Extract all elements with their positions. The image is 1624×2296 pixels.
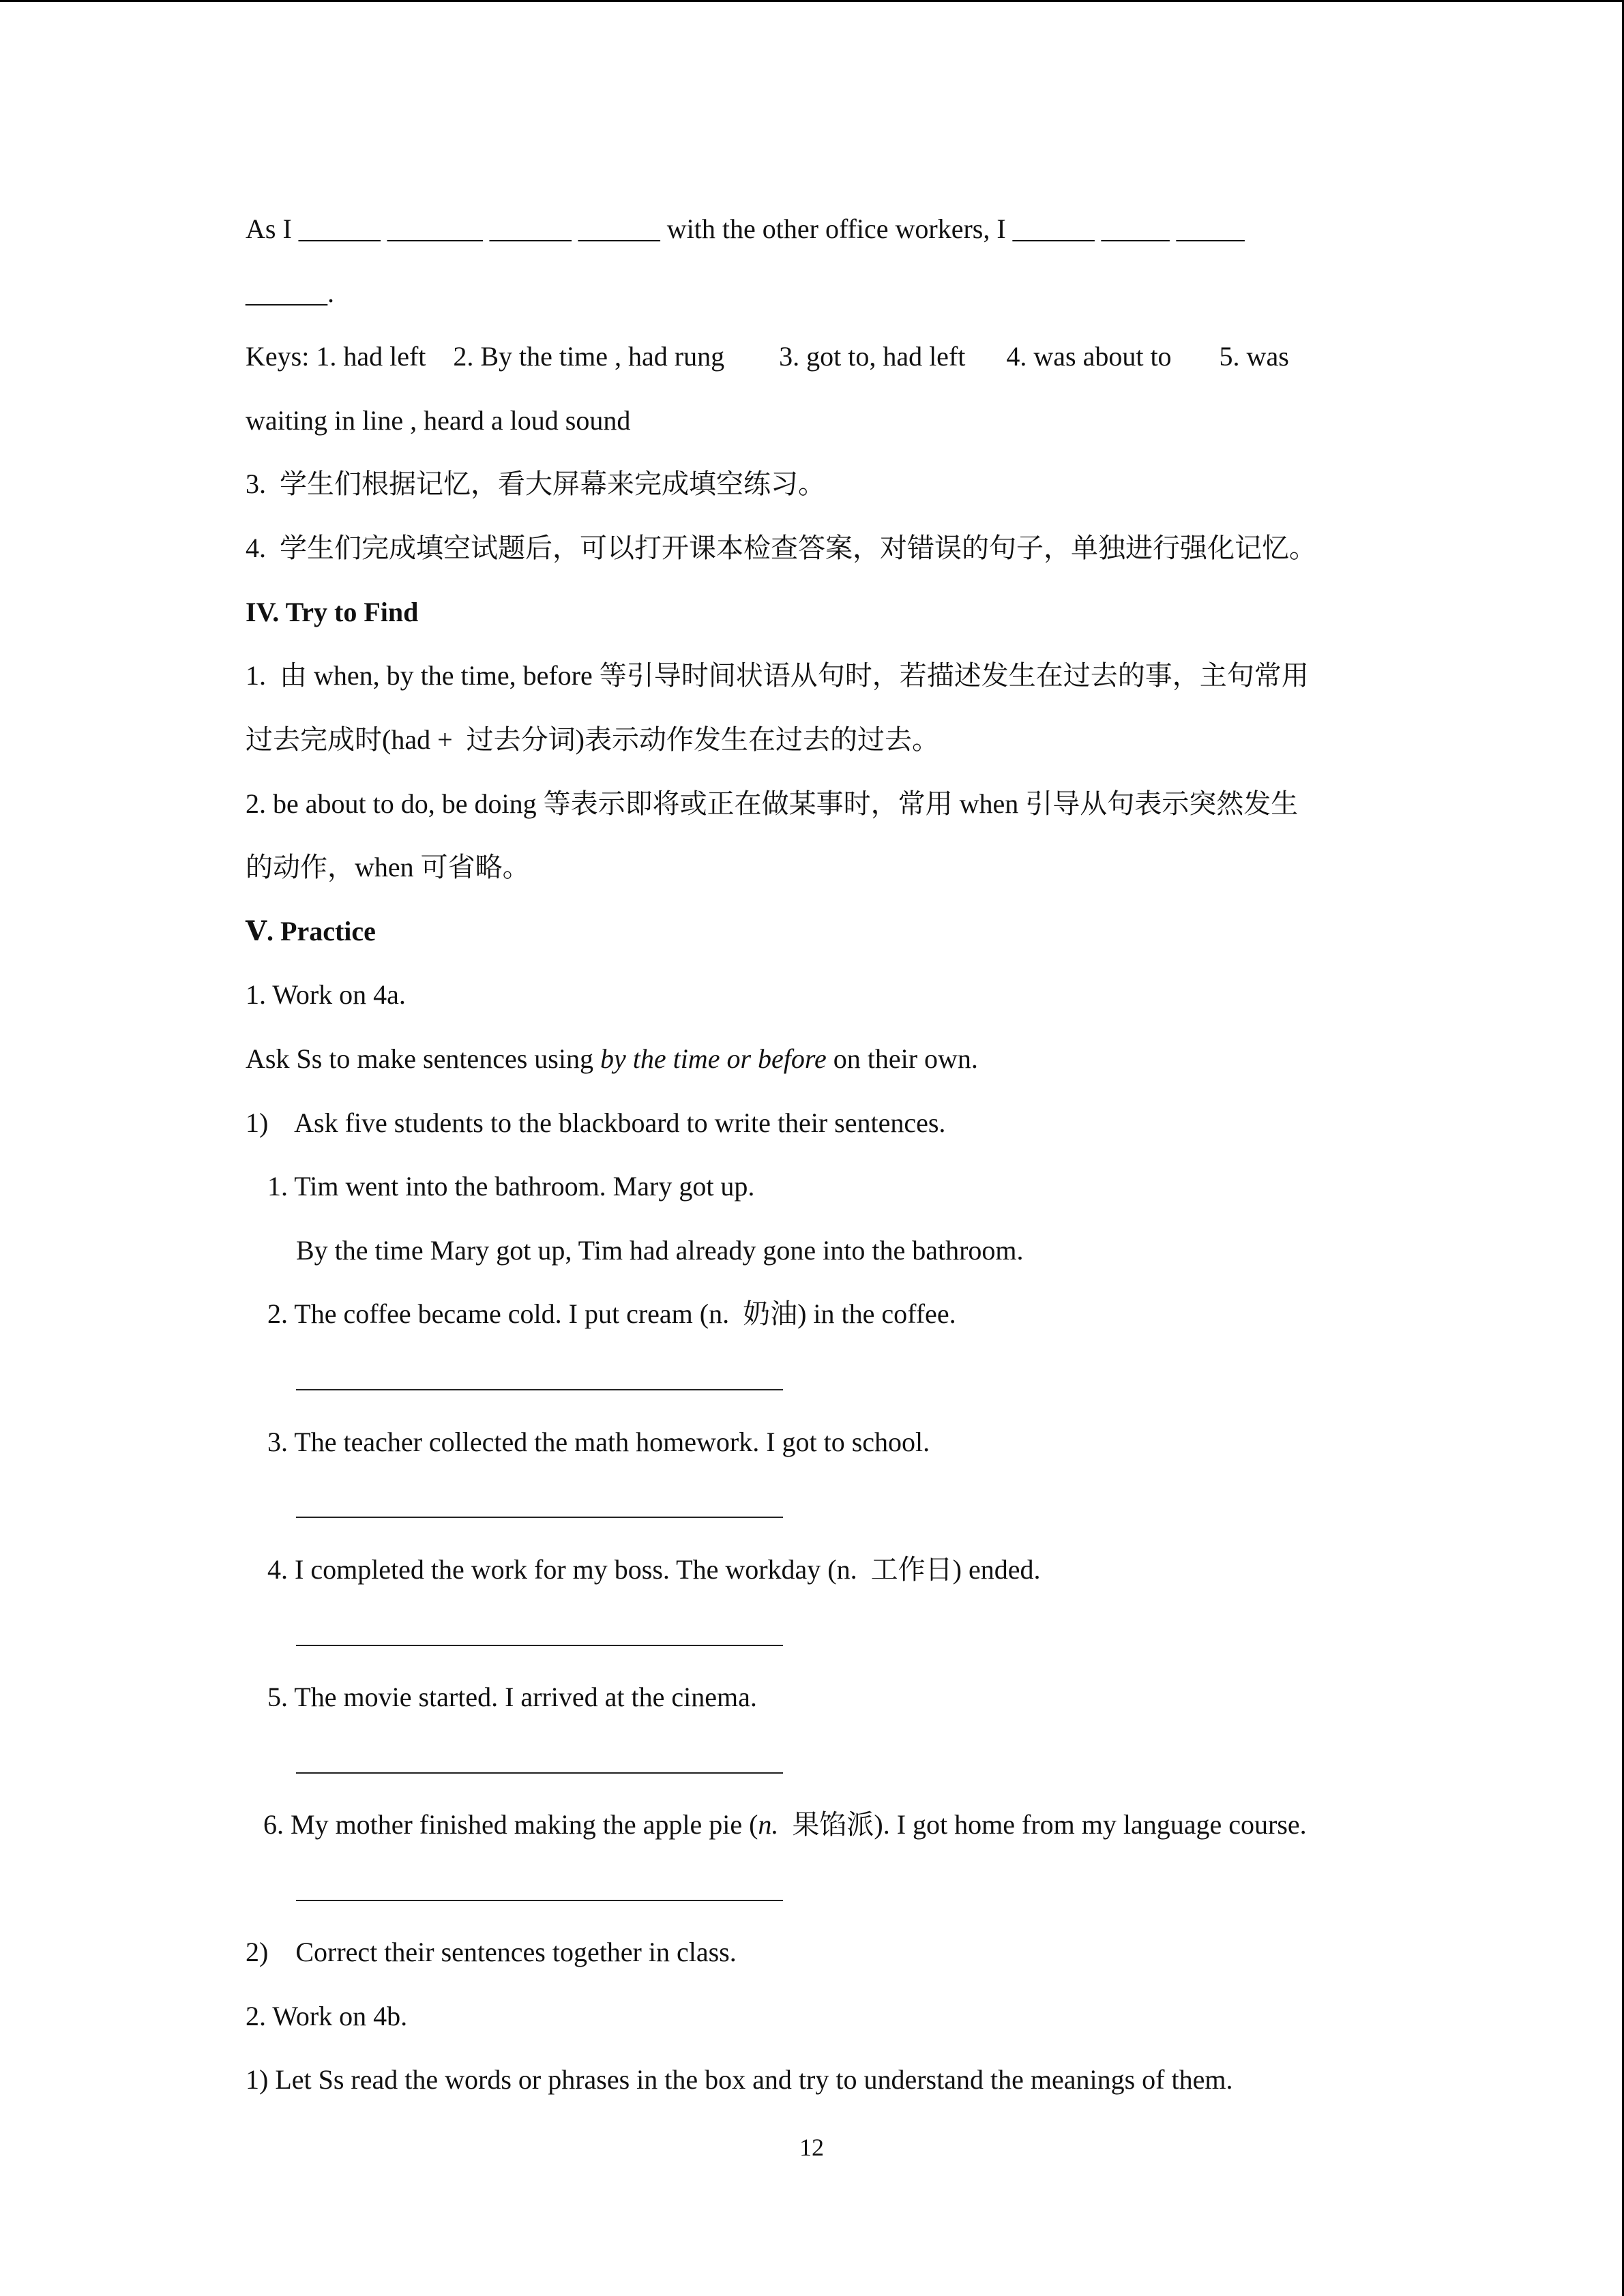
exercise-6-text-end: 果馅派). I got home from my language course.: [778, 1809, 1307, 1840]
page-number: 12: [799, 2134, 824, 2161]
exercise-3: 3. The teacher collected the math homework. I got to school.: [267, 1427, 930, 1457]
answer-keys-continued: waiting in line , heard a loud sound: [246, 405, 631, 436]
grammar-rule-2: 2. be about to do, be doing 等表示即将或正在做某事时，常用 when 引导从句表示突然发生: [246, 788, 1299, 819]
page-top-border: [0, 0, 1624, 2]
step-4-text: 4. 学生们完成填空试题后，可以打开课本检查答案，对错误的句子，单独进行强化记忆。: [246, 533, 1316, 563]
grammar-rule-1-continued: 过去完成时(had + 过去分词)表示动作发生在过去的过去。: [246, 724, 939, 755]
grammar-rule-1: 1. 由 when, by the time, before 等引导时间状语从句时，若描述发生在过去的事，主句常用: [246, 660, 1309, 691]
exercise-6-text: 6. My mother finished making the apple pie (: [263, 1809, 758, 1840]
instruction-text: Ask Ss to make sentences using: [246, 1043, 600, 1074]
work-on-4b: 2. Work on 4b.: [246, 2001, 408, 2031]
exercise-5: 5. The movie started. I arrived at the cinema.: [267, 1682, 757, 1712]
answer-blank-6: [296, 1900, 783, 1901]
exercise-6: [263, 1808, 1307, 1842]
instruction-text-end: on their own.: [826, 1043, 978, 1074]
answer-blank-5: [296, 1772, 783, 1774]
step-1-blackboard: 1) Ask five students to the blackboard to write their sentences.: [246, 1107, 946, 1138]
instruction-make-sentences: [246, 1042, 978, 1076]
answer-blank-2: [296, 1389, 783, 1390]
answer-blank-4: [296, 1645, 783, 1646]
exercise-4: 4. I completed the work for my boss. The workday (n. 工作日) ended.: [267, 1554, 1041, 1585]
step-2-correct: 2) Correct their sentences together in class.: [246, 1937, 737, 1967]
work-on-4a: 1. Work on 4a.: [246, 979, 406, 1010]
section-heading-try-to-find: IV. Try to Find: [246, 597, 419, 627]
grammar-rule-2-continued: 的动作，when 可省略。: [246, 852, 530, 882]
step-3-text: 3. 学生们根据记忆，看大屏幕来完成填空练习。: [246, 468, 825, 499]
exercise-1: 1. Tim went into the bathroom. Mary got up.: [267, 1171, 755, 1202]
answer-blank-3: [296, 1517, 783, 1518]
fill-in-sentence-end: ______.: [246, 278, 334, 308]
fill-in-sentence: As I ______ _______ ______ ______ with the other office workers, I ______ _____ _____: [246, 213, 1245, 244]
exercise-6-italic: n.: [758, 1809, 779, 1840]
exercise-1-answer: By the time Mary got up, Tim had already gone into the bathroom.: [296, 1235, 1024, 1266]
section-heading-practice: Ⅴ. Practice: [246, 916, 376, 946]
work-4b-step-1: 1) Let Ss read the words or phrases in the box and try to understand the meanings of them.: [246, 2064, 1233, 2095]
exercise-2: 2. The coffee became cold. I put cream (n. 奶油) in the coffee.: [267, 1298, 956, 1329]
instruction-italic-phrase: by the time or before: [600, 1043, 827, 1074]
answer-keys: Keys: 1. had left 2. By the time , had rung 3. got to, had left 4. was about to 5. was: [246, 341, 1289, 372]
